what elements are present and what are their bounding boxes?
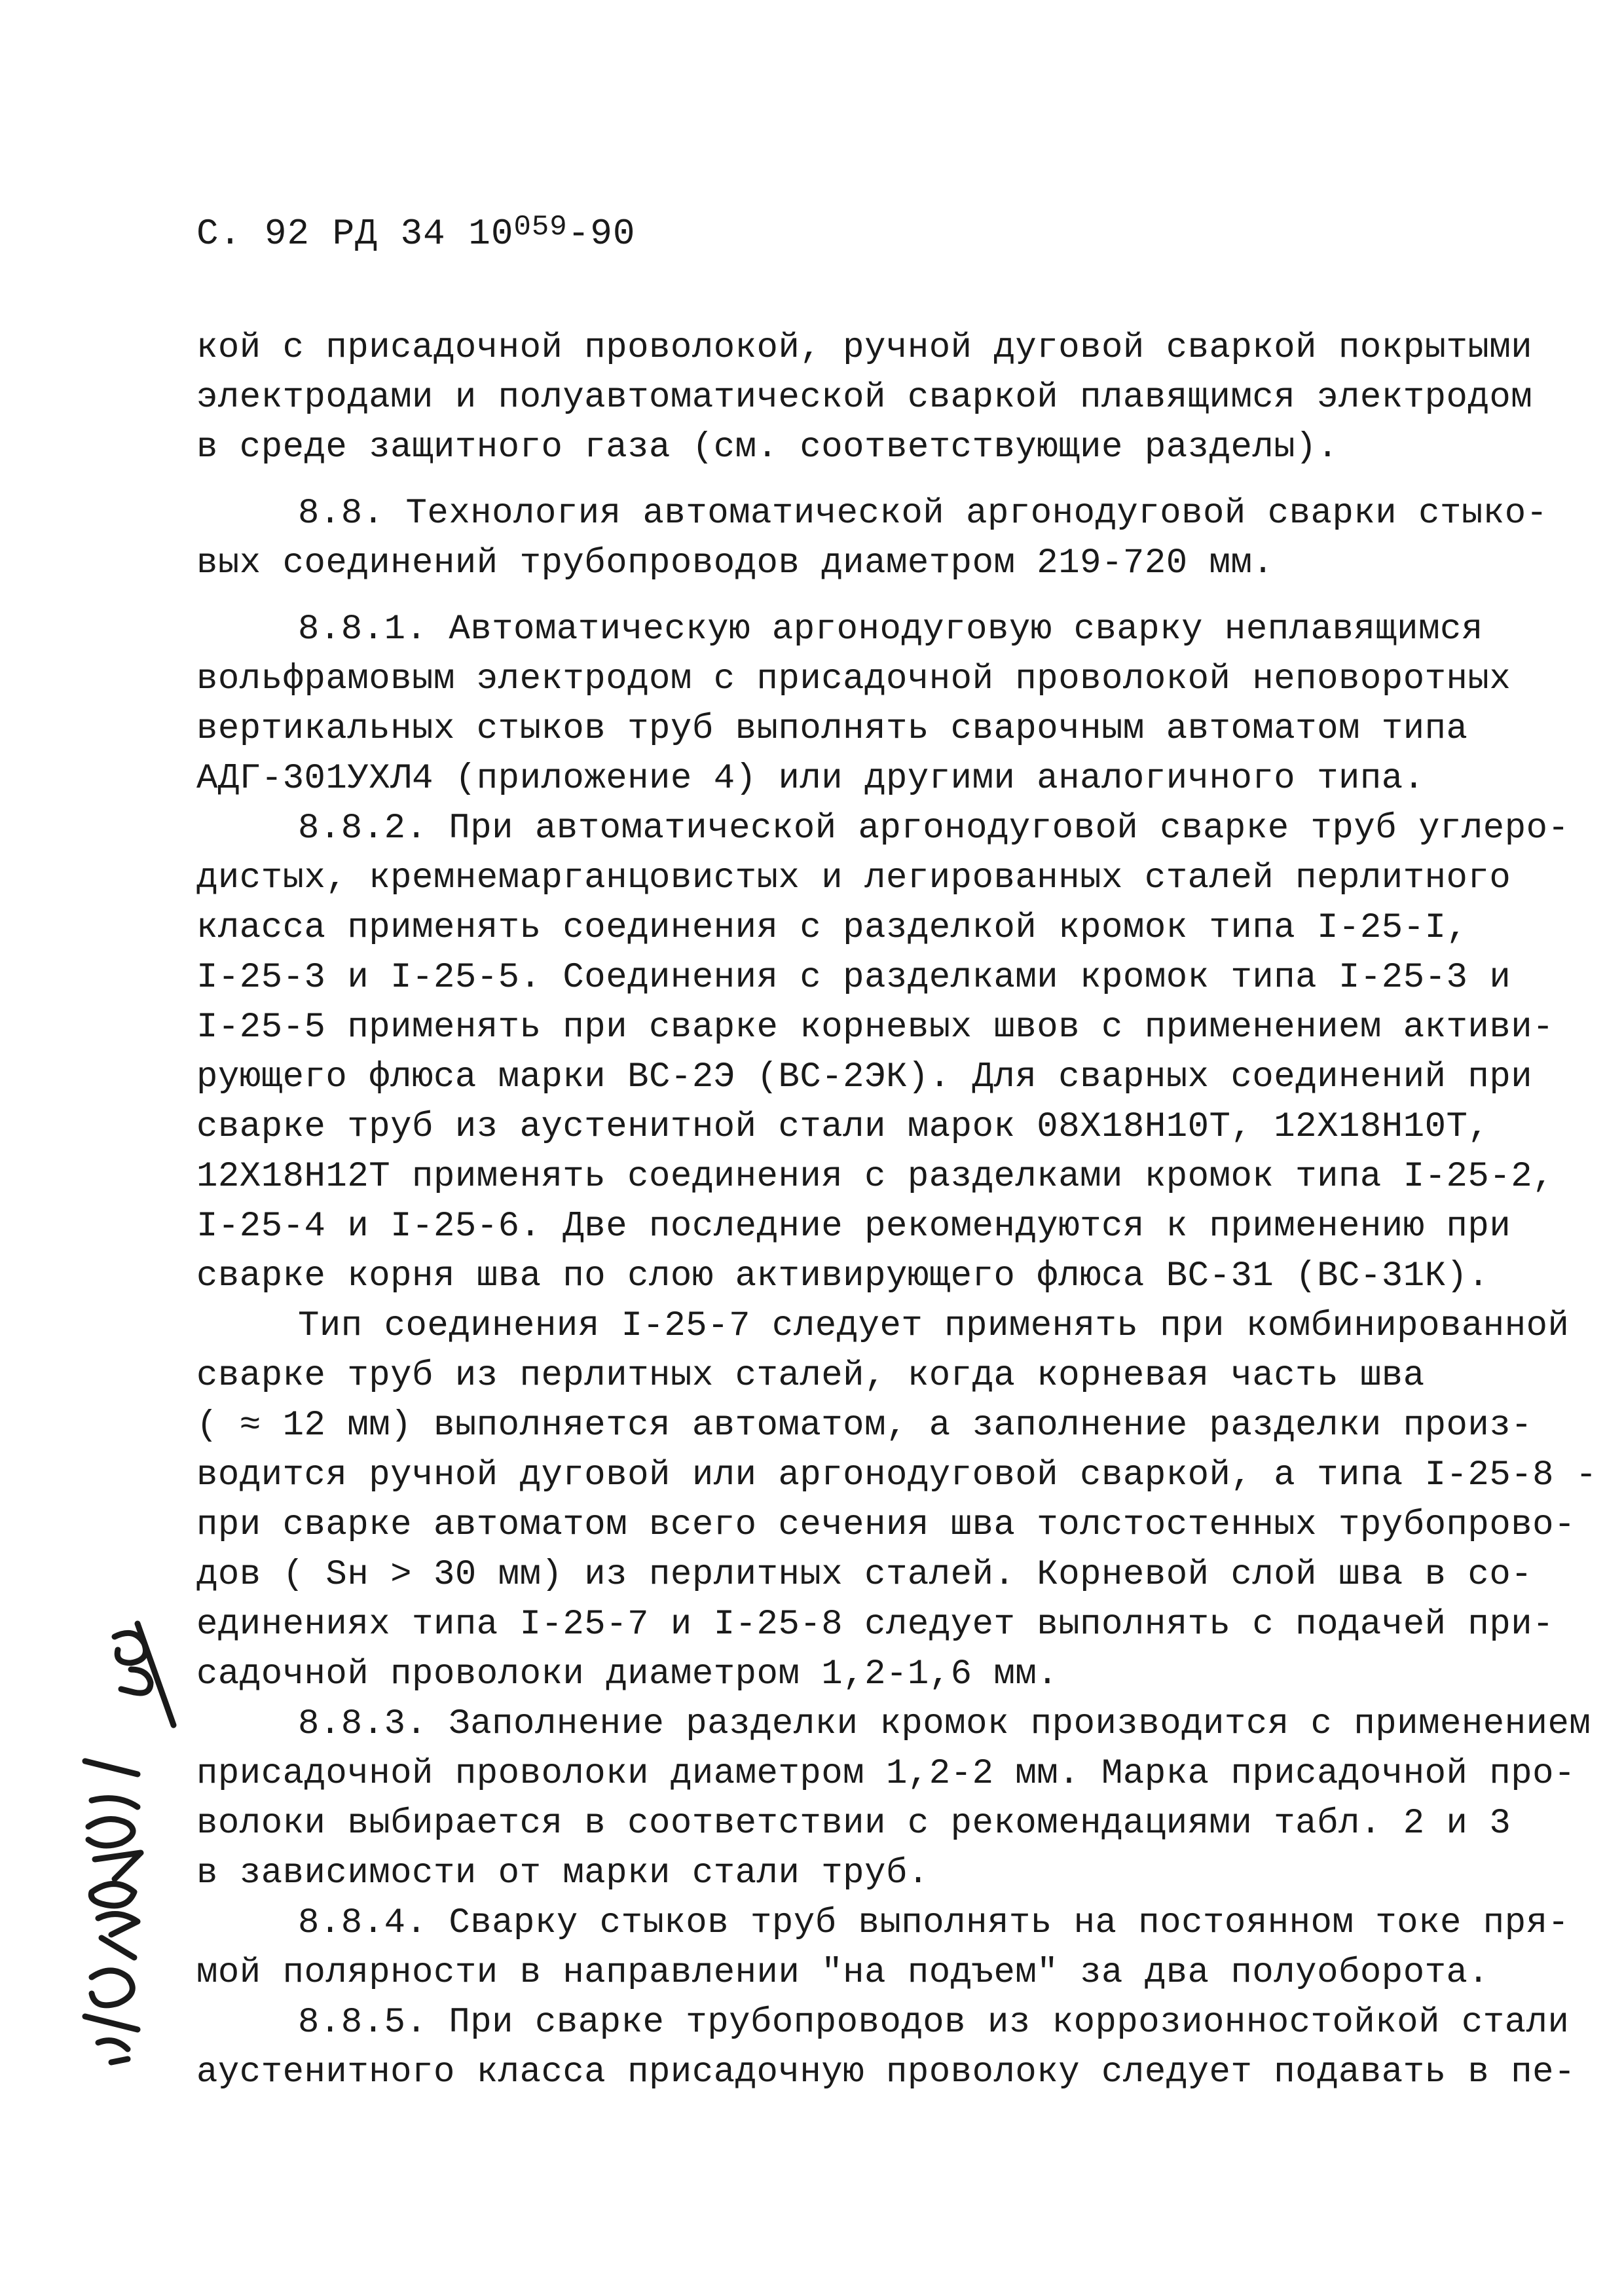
text-line: в среде защитного газа (см. соответствующие разделы). [196,428,1338,467]
text-line: дов ( Sн > 30 мм) из перлитных сталей. Корневой слой шва в со- [196,1555,1533,1595]
text-line: I-25-4 и I-25-6. Две последние рекомендуются к применению при [196,1207,1511,1247]
text-line: сварке труб из перлитных сталей, когда корневая часть шва [196,1356,1425,1396]
section-heading: 8.8. Технология автоматической аргонодуговой сварки стыко- [298,494,1548,534]
text-line: класса применять соединения с разделкой кромок типа I-25-I, [196,908,1468,948]
text-line: сварке корня шва по слою активирующего флюса ВС-31 (ВС-31К). [196,1256,1490,1296]
text-line: присадочной проволоки диаметром 1,2-2 мм. Марка присадочной про- [196,1754,1576,1794]
text-line: садочной проволоки диаметром 1,2-1,6 мм. [196,1654,1059,1694]
text-line: кой с присадочной проволокой, ручной дуговой сваркой покрытыми [196,328,1533,368]
text-line: мой полярности в направлении "на подъем" за два полуоборота. [196,1953,1490,1993]
text-line: в зависимости от марки стали труб. [196,1853,929,1893]
text-line: сварке труб из аустенитной стали марок 08Х18Н10Т, 12Х18Н10Т, [196,1107,1490,1147]
handwritten-inventory-stamp [39,1611,196,2082]
text-line: 8.8.3. Заполнение разделки кромок производится с применением [298,1704,1591,1744]
text-line: АДГ-301УХЛ4 (приложение 4) или другими аналогичного типа. [196,759,1425,799]
text-line: волоки выбирается в соответствии с рекомендациями табл. 2 и 3 [196,1804,1511,1844]
header-prefix: С. 92 РД 34 10 [196,213,514,255]
text-line: 8.8.1. Автоматическую аргонодуговую сварку неплавящимся [298,610,1483,649]
header-suffix: -90 [567,213,636,255]
text-line: вольфрамовым электродом с присадочной проволокой неповоротных [196,659,1511,699]
text-line: 8.8.5. При сварке трубопроводов из коррозионностойкой стали [298,2003,1570,2043]
text-line: I-25-3 и I-25-5. Соединения с разделками кромок типа I-25-3 и [196,958,1511,998]
text-line: дистых, кремнемарганцовистых и легированных сталей перлитного [196,858,1511,898]
text-line: ( ≈ 12 мм) выполняется автоматом, а заполнение разделки произ- [196,1406,1533,1446]
text-line: 8.8.2. При автоматической аргонодуговой сварке труб углеро- [298,809,1570,848]
header-sup: 059 [513,211,568,244]
text-line: электродами и полуавтоматической сваркой плавящимся электродом [196,378,1533,418]
text-line: I-25-5 применять при сварке корневых швов с применением активи- [196,1008,1555,1048]
page-header [196,213,636,255]
text-line: единениях типа I-25-7 и I-25-8 следует выполнять с подачей при- [196,1605,1555,1645]
text-line: 8.8.4. Сварку стыков труб выполнять на постоянном токе пря- [298,1903,1570,1943]
text-line: вых соединений трубопроводов диаметром 219-720 мм. [196,543,1274,583]
text-line: вертикальных стыков труб выполнять сварочным автоматом типа [196,709,1468,749]
text-line: рующего флюса марки ВС-2Э (ВС-2ЭК). Для сварных соединений при [196,1057,1533,1097]
text-line: Тип соединения I-25-7 следует применять при комбинированной [298,1306,1570,1346]
text-line: аустенитного класса присадочную проволоку следует подавать в пе- [196,2052,1576,2092]
text-line: водится ручной дуговой или аргонодуговой сваркой, а типа I-25-8 - [196,1455,1597,1495]
text-line: 12Х18Н12Т применять соединения с разделками кромок типа I-25-2, [196,1157,1555,1197]
text-line: при сварке автоматом всего сечения шва толстостенных трубопрово- [196,1505,1576,1545]
